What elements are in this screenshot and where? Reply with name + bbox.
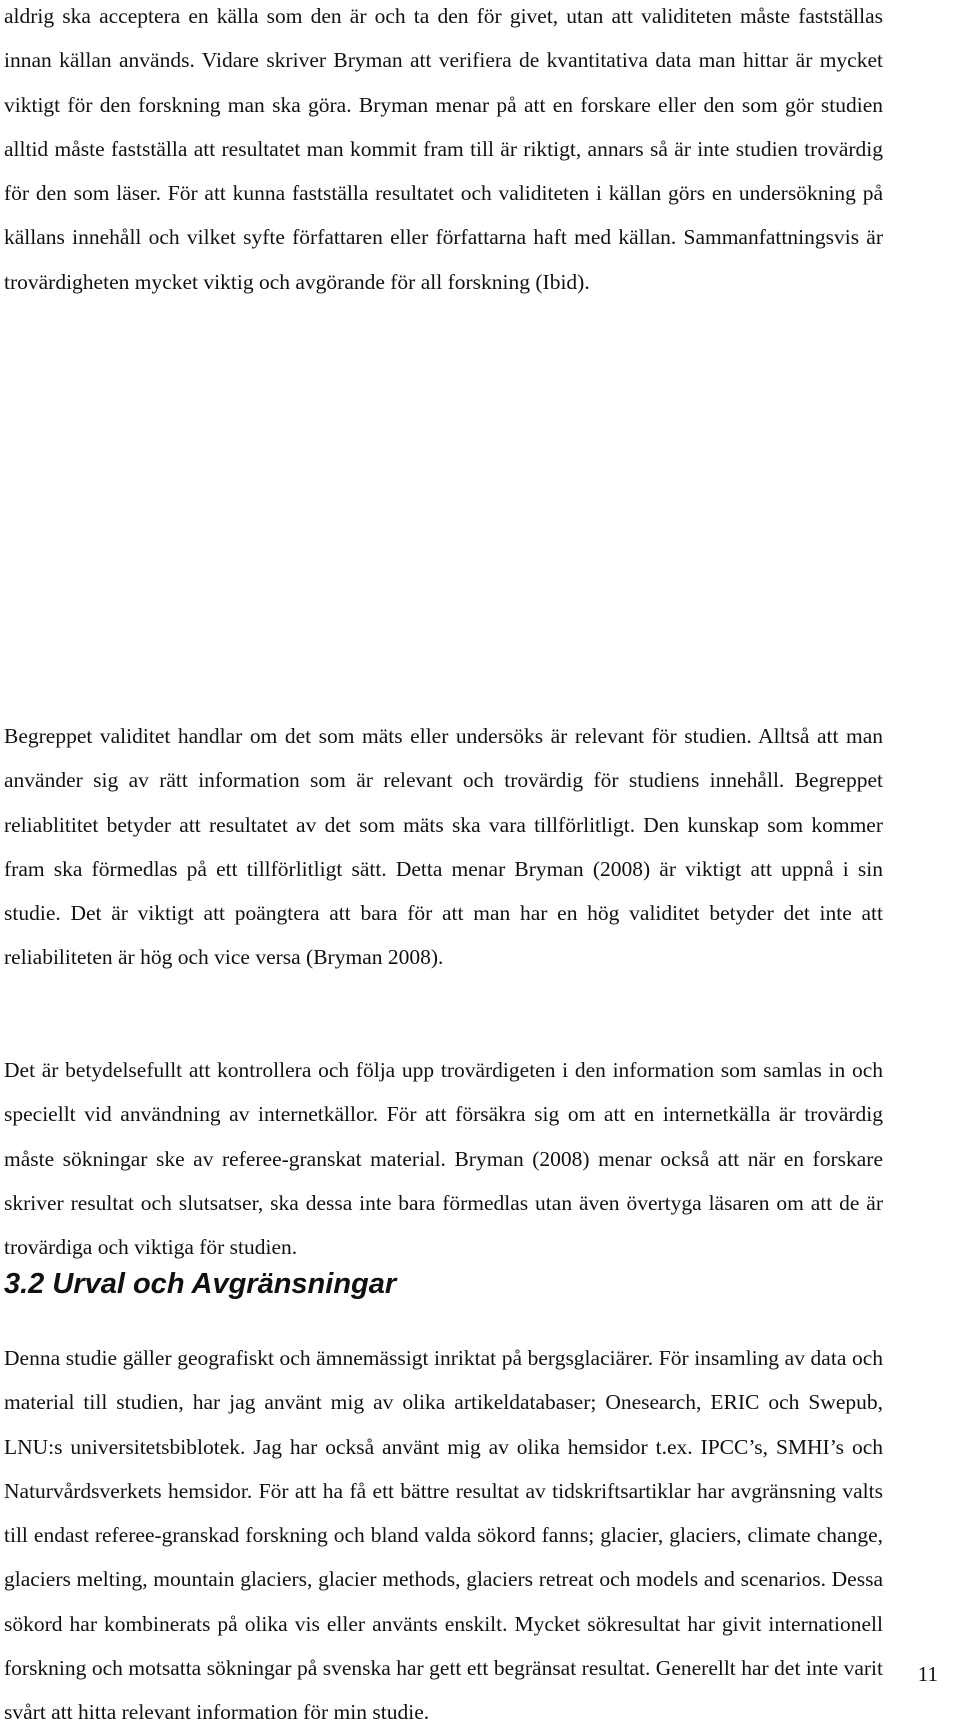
paragraph-source-validity: aldrig ska acceptera en källa som den är och ta den för givet, utan att validiteten måste fastställas innan källan används. Vidare skriver Bryman att verifiera de kvantitativa data man hittar är mycket viktigt för den forskning man ska göra. Bryman menar på att en forskare eller den som gör studien alltid måste fastställa att resultatet man kommit fram till är riktigt, annars så är inte studien trovärdig för den som läser. För att kunna fastställa resultatet och validiteten i källan görs en undersökning på källans innehåll och vilket syfte författaren eller författarna haft med källan. Sammanfattningsvis är trovärdigheten mycket viktig och avgörande för all forskning (Ibid). (4, 4, 883, 294)
paragraph-selection-delimitation: Denna studie gäller geografiskt och ämnemässigt inriktat på bergsglaciärer. För insamling av data och material till studien, har jag använt mig av olika artikeldatabaser; Onesearch, ERIC och Swepub, LNU:s universitetsbiblotek. Jag har också använt mig av olika hemsidor t.ex. IPCC’s, SMHI’s och Naturvårdsverkets hemsidor. För att ha få ett bättre resultat av tidskriftsartiklar har avgränsning valts till endast referee-granskad forskning och bland valda sökord fanns; glacier, glaciers, climate change, glaciers melting, mountain glaciers, glacier methods, glaciers retreat och models and scenarios. Dessa sökord har kombinerats på olika vis eller använts enskilt. Mycket sökresultat har givit internationell forskning och motsatta sökningar på svenska har gett ett begränsat resultat. Generellt har det inte varit svårt att hitta relevant information för min studie. (4, 1346, 883, 1725)
page-number: 11 (917, 1662, 938, 1686)
section-heading: 3.2 Urval och Avgränsningar (4, 1268, 397, 1300)
paragraph-validity-reliability: Begreppet validitet handlar om det som mäts eller undersöks är relevant för studien. Alltså att man använder sig av rätt information som är relevant och trovärdig för studiens innehåll. Begreppet reliablititet betyder att resultatet av det som mäts ska vara tillförlitligt. Den kunskap som kommer fram ska förmedlas på ett tillförlitligt sätt. Detta menar Bryman (2008) är viktigt att uppnå i sin studie. Det är viktigt att poängtera att bara för att man har en hög validitet betyder det inte att reliabiliteten är hög och vice versa (Bryman 2008). (4, 724, 883, 970)
paragraph-internet-sources: Det är betydelsefullt att kontrollera och följa upp trovärdigeten i den information som samlas in och speciellt vid användning av internetkällor. För att försäkra sig om att en internetkälla är trovärdig måste sökningar ske av referee-granskat material. Bryman (2008) menar också att när en forskare skriver resultat och slutsatser, ska dessa inte bara förmedlas utan även övertyga läsaren om att de är trovärdiga och viktiga för studien. (4, 1058, 883, 1260)
